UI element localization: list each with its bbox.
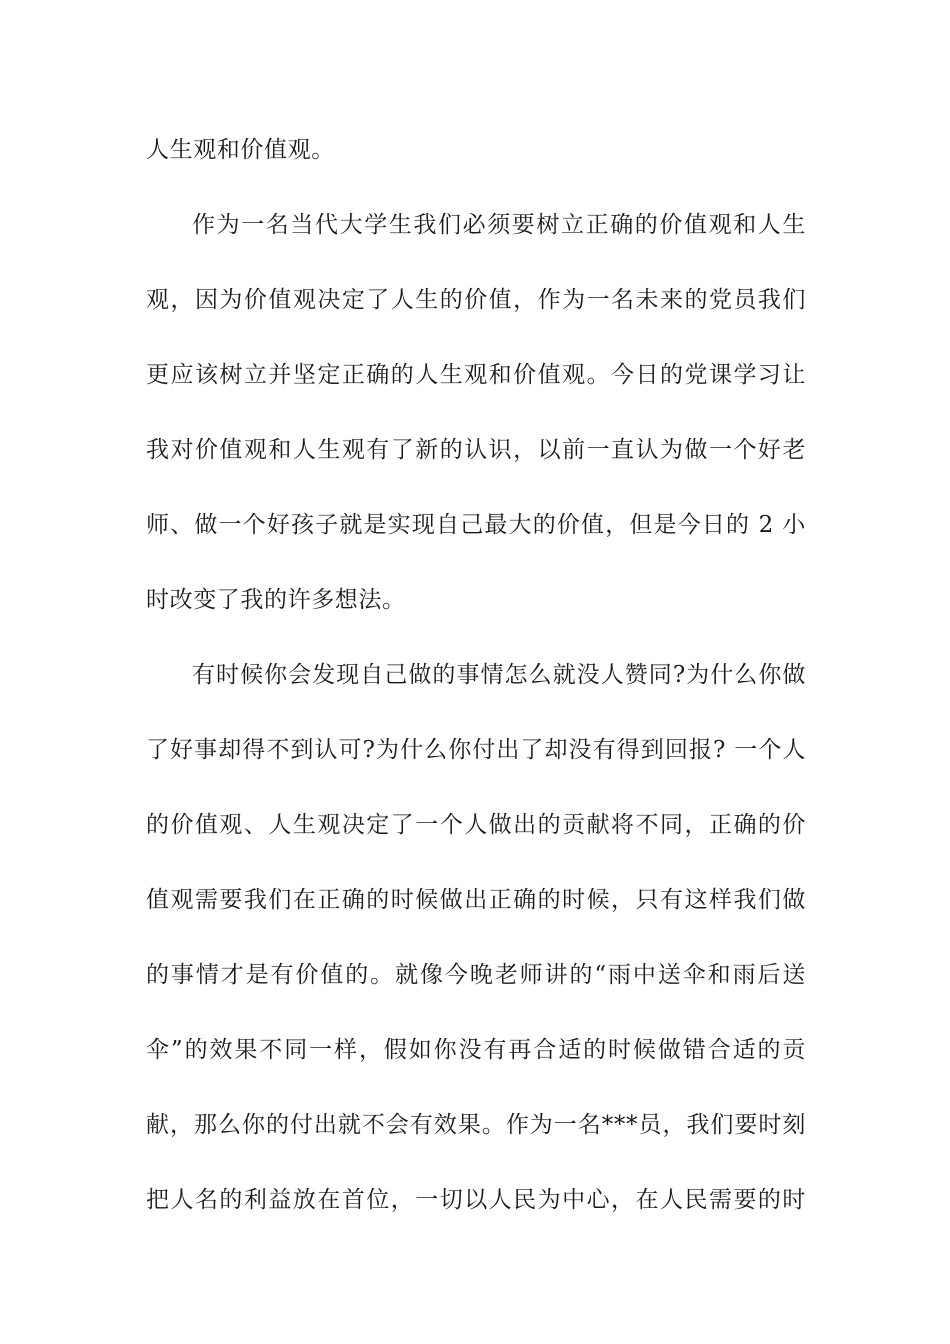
paragraph-1-line-1: 作为一名当代大学生我们必须要树立正确的价值观和人生: [192, 212, 806, 238]
paragraph-2-line-3: 的价值观、人生观决定了一个人做出的贡献将不同，正确的价: [146, 812, 806, 838]
paragraph-2-line-5: 的事情才是有价值的。就像今晚老师讲的“雨中送伞和雨后送: [146, 962, 806, 988]
paragraph-2-line-7: 献，那么你的付出就不会有效果。作为一名***员，我们要时刻: [146, 1112, 806, 1138]
paragraph-2-line-1: 有时候你会发现自己做的事情怎么就没人赞同?为什么你做: [192, 662, 806, 688]
paragraph-1-line-2: 观，因为价值观决定了人生的价值，作为一名未来的党员我们: [146, 287, 806, 313]
paragraph-2-line-2: 了好事却得不到认可?为什么你付出了却没有得到回报? 一个人: [146, 737, 806, 763]
paragraph-2-line-4: 值观需要我们在正确的时候做出正确的时候，只有这样我们做: [146, 887, 806, 913]
paragraph-1-line-5: 师、做一个好孩子就是实现自己最大的价值，但是今日的 2 小: [146, 512, 806, 538]
paragraph-1-line-3: 更应该树立并坚定正确的人生观和价值观。今日的党课学习让: [146, 362, 806, 388]
paragraph-1-line-6: 时改变了我的许多想法。: [146, 587, 406, 613]
paragraph-2-line-6: 伞”的效果不同一样，假如你没有再合适的时候做错合适的贡: [146, 1037, 806, 1063]
paragraph-1-line-4: 我对价值观和人生观有了新的认识，以前一直认为做一个好老: [146, 437, 806, 463]
text-line-1: 人生观和价值观。: [146, 137, 335, 163]
paragraph-2-line-8: 把人名的利益放在首位，一切以人民为中心，在人民需要的时: [146, 1187, 806, 1213]
